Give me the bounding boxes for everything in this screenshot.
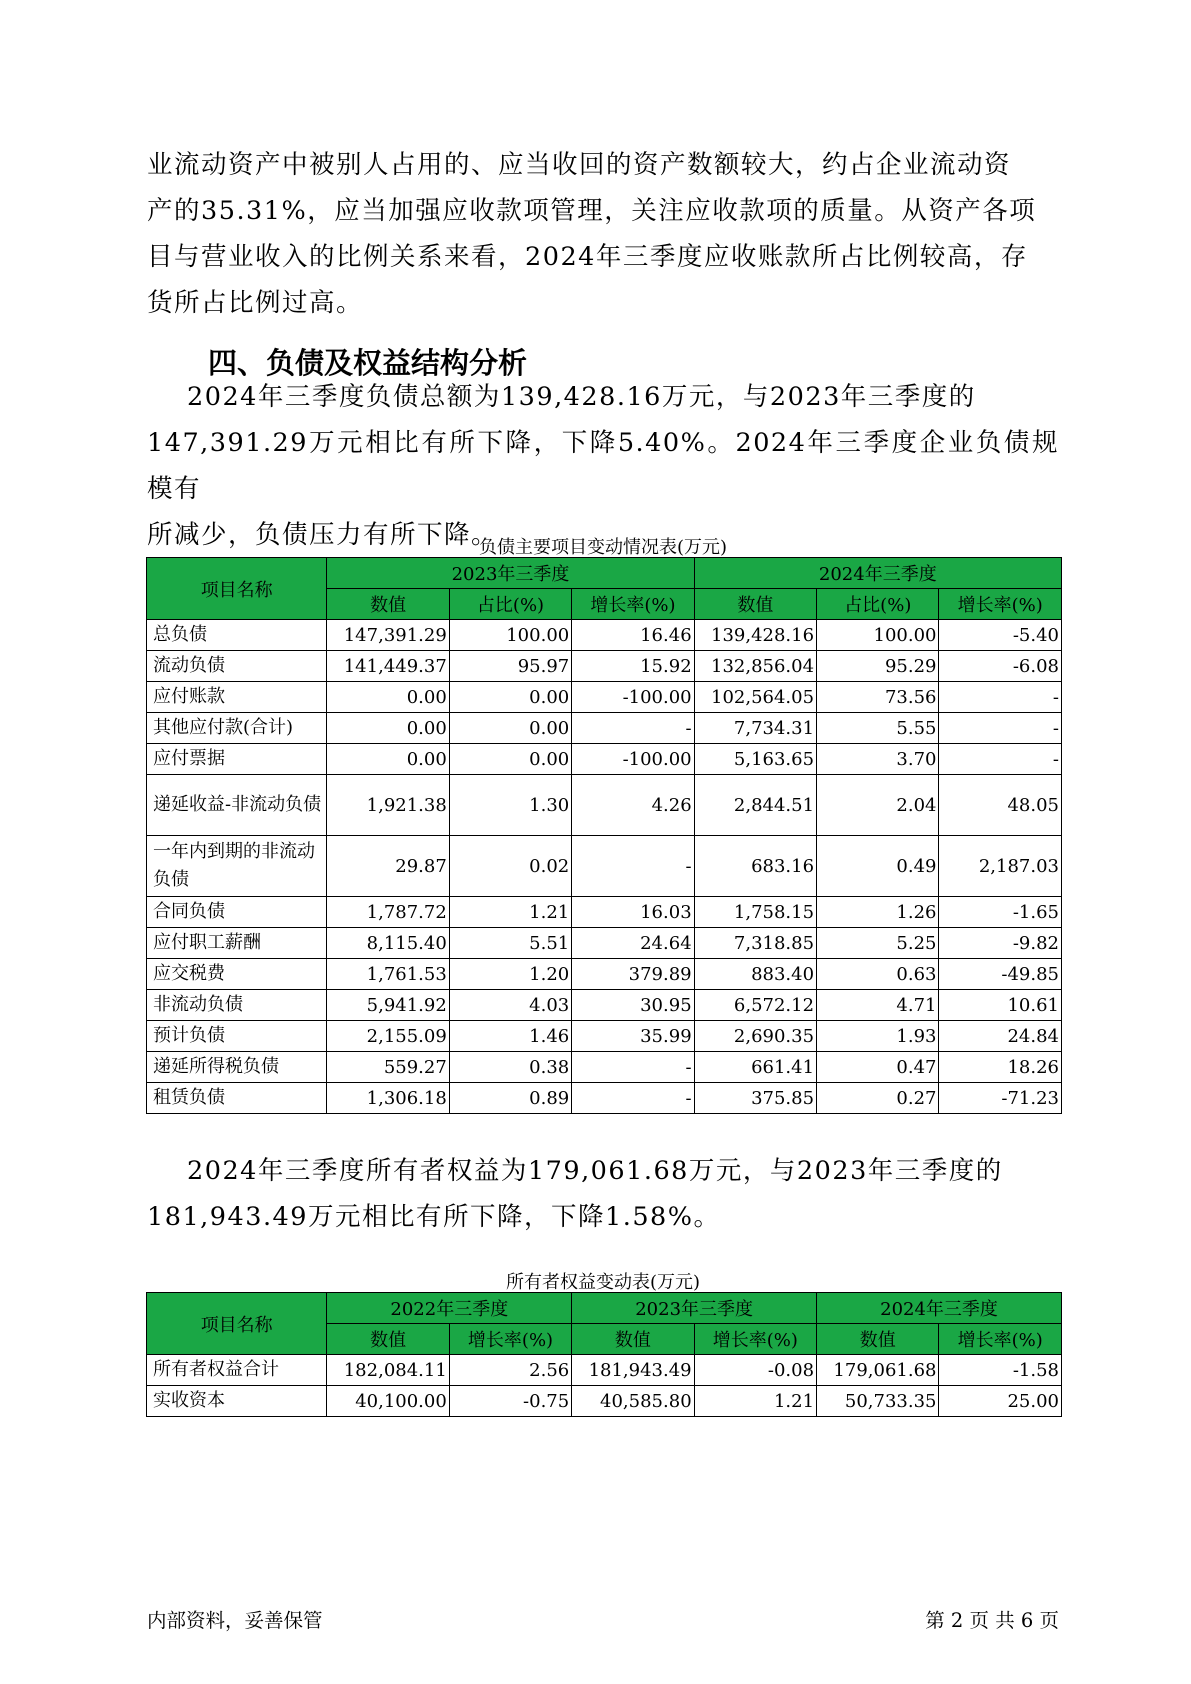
- table-cell: 139,428.16: [694, 620, 816, 651]
- paragraph-equity-summary: [147, 1148, 1059, 1240]
- table-cell: -: [939, 682, 1062, 713]
- table-cell: 1.20: [449, 959, 571, 990]
- table-cell: 24.84: [939, 1021, 1062, 1052]
- table-row: [147, 1355, 1062, 1386]
- table-row: [147, 928, 1062, 959]
- table-cell: 1.30: [449, 775, 571, 836]
- table-cell: 7,734.31: [694, 713, 816, 744]
- text-line: 货所占比例过高。: [147, 288, 364, 318]
- table-cell: 100.00: [449, 620, 571, 651]
- header-period: 2022年三季度: [327, 1293, 572, 1324]
- table-cell: 2.04: [817, 775, 939, 836]
- table-cell: 4.26: [572, 775, 694, 836]
- subheader: 增长率(%): [449, 1324, 571, 1355]
- table-cell: 4.03: [449, 990, 571, 1021]
- table-cell: 0.00: [449, 713, 571, 744]
- table-cell: 1.21: [694, 1386, 816, 1417]
- subheader: 数值: [327, 589, 449, 620]
- table-cell: 95.29: [817, 651, 939, 682]
- table-cell: -71.23: [939, 1083, 1062, 1114]
- subheader: 数值: [817, 1324, 939, 1355]
- text-line: 2024年三季度负债总额为139,428.16万元，与2023年三季度的: [187, 382, 976, 412]
- table-row: [147, 651, 1062, 682]
- paragraph-asset-summary: [147, 142, 1059, 326]
- header-period: 2024年三季度: [694, 558, 1061, 589]
- subheader: 数值: [694, 589, 816, 620]
- table-cell: 40,100.00: [327, 1386, 449, 1417]
- table-cell: 7,318.85: [694, 928, 816, 959]
- liability-table-caption: 负债主要项目变动情况表(万元): [478, 537, 728, 558]
- table-row: [147, 1083, 1062, 1114]
- table-cell: 1.93: [817, 1021, 939, 1052]
- table-cell: 0.00: [327, 713, 449, 744]
- table-cell: 8,115.40: [327, 928, 449, 959]
- table-cell: 5.25: [817, 928, 939, 959]
- text-line: 业流动资产中被别人占用的、应当收回的资产数额较大，约占企业流动资: [147, 150, 1012, 180]
- table-cell: -: [572, 1052, 694, 1083]
- text-line: 产的35.31%，应当加强应收款项管理，关注应收款项的质量。从资产各项: [147, 196, 1037, 226]
- table-cell: 559.27: [327, 1052, 449, 1083]
- table-cell: -: [939, 744, 1062, 775]
- table-row: [147, 744, 1062, 775]
- table-cell: 2.56: [449, 1355, 571, 1386]
- table-cell: 5,163.65: [694, 744, 816, 775]
- table-cell: 5.51: [449, 928, 571, 959]
- table-cell: 0.38: [449, 1052, 571, 1083]
- table-cell: 1,761.53: [327, 959, 449, 990]
- subheader: 数值: [572, 1324, 694, 1355]
- equity-table: [146, 1292, 1062, 1417]
- table-cell: -5.40: [939, 620, 1062, 651]
- table-cell: 48.05: [939, 775, 1062, 836]
- table-cell: 661.41: [694, 1052, 816, 1083]
- subheader: 增长率(%): [572, 589, 694, 620]
- table-cell: 0.00: [449, 744, 571, 775]
- table-cell: 147,391.29: [327, 620, 449, 651]
- table-cell: 16.03: [572, 897, 694, 928]
- table-cell: 141,449.37: [327, 651, 449, 682]
- liability-table: [146, 557, 1062, 1114]
- row-label: 所有者权益合计: [147, 1355, 327, 1386]
- header-item-name: 项目名称: [147, 1293, 327, 1355]
- row-label: 一年内到期的非流动负债: [147, 836, 327, 897]
- footer-page-number: 第 2 页 共 6 页: [925, 1609, 1059, 1632]
- table-cell: 95.97: [449, 651, 571, 682]
- table-cell: -0.75: [449, 1386, 571, 1417]
- row-label: 实收资本: [147, 1386, 327, 1417]
- table-cell: 6,572.12: [694, 990, 816, 1021]
- text-line: 2024年三季度所有者权益为179,061.68万元，与2023年三季度的: [187, 1156, 1003, 1186]
- table-cell: 2,690.35: [694, 1021, 816, 1052]
- table-cell: 375.85: [694, 1083, 816, 1114]
- table-cell: 0.00: [449, 682, 571, 713]
- table-row: [147, 1386, 1062, 1417]
- table-cell: -49.85: [939, 959, 1062, 990]
- table-cell: -1.58: [939, 1355, 1062, 1386]
- table-row: [147, 836, 1062, 897]
- table-cell: 10.61: [939, 990, 1062, 1021]
- row-label: 预计负债: [147, 1021, 327, 1052]
- table-cell: 1.46: [449, 1021, 571, 1052]
- table-cell: 5.55: [817, 713, 939, 744]
- table-cell: 2,844.51: [694, 775, 816, 836]
- row-label: 递延收益-非流动负债: [147, 775, 327, 836]
- table-row: [147, 775, 1062, 836]
- table-cell: 3.70: [817, 744, 939, 775]
- table-cell: 25.00: [939, 1386, 1062, 1417]
- table-cell: 1.21: [449, 897, 571, 928]
- footer-confidential-note: 内部资料，妥善保管: [147, 1609, 323, 1632]
- table-row: [147, 713, 1062, 744]
- section-heading: 四、负债及权益结构分析: [208, 346, 528, 380]
- text-line: 181,943.49万元相比有所下降，下降1.58%。: [147, 1202, 721, 1232]
- table-row: [147, 620, 1062, 651]
- table-cell: 182,084.11: [327, 1355, 449, 1386]
- row-label: 应交税费: [147, 959, 327, 990]
- table-cell: -100.00: [572, 682, 694, 713]
- table-cell: 50,733.35: [817, 1386, 939, 1417]
- table-cell: 0.63: [817, 959, 939, 990]
- table-cell: -: [572, 836, 694, 897]
- table-row: [147, 897, 1062, 928]
- table-cell: 18.26: [939, 1052, 1062, 1083]
- subheader: 占比(%): [817, 589, 939, 620]
- subheader: 增长率(%): [694, 1324, 816, 1355]
- table-cell: 181,943.49: [572, 1355, 694, 1386]
- table-row: [147, 990, 1062, 1021]
- table-cell: 4.71: [817, 990, 939, 1021]
- table-cell: 0.00: [327, 744, 449, 775]
- table-cell: -: [939, 713, 1062, 744]
- table-cell: 2,155.09: [327, 1021, 449, 1052]
- table-cell: 0.02: [449, 836, 571, 897]
- table-cell: 132,856.04: [694, 651, 816, 682]
- subheader: 增长率(%): [939, 1324, 1062, 1355]
- row-label: 流动负债: [147, 651, 327, 682]
- text-line: 目与营业收入的比例关系来看，2024年三季度应收账款所占比例较高，存: [147, 242, 1028, 272]
- table-cell: 102,564.05: [694, 682, 816, 713]
- text-line: 所减少，负债压力有所下降。: [147, 520, 499, 550]
- table-cell: 1.26: [817, 897, 939, 928]
- table-cell: -6.08: [939, 651, 1062, 682]
- row-label: 递延所得税负债: [147, 1052, 327, 1083]
- table-cell: 5,941.92: [327, 990, 449, 1021]
- table-cell: 179,061.68: [817, 1355, 939, 1386]
- table-cell: 0.49: [817, 836, 939, 897]
- table-cell: 73.56: [817, 682, 939, 713]
- subheader: 增长率(%): [939, 589, 1062, 620]
- row-label: 非流动负债: [147, 990, 327, 1021]
- table-cell: -100.00: [572, 744, 694, 775]
- table-cell: 2,187.03: [939, 836, 1062, 897]
- table-cell: -1.65: [939, 897, 1062, 928]
- equity-table-caption: 所有者权益变动表(万元): [505, 1272, 701, 1293]
- table-cell: 683.16: [694, 836, 816, 897]
- header-item-name: 项目名称: [147, 558, 327, 620]
- table-cell: 30.95: [572, 990, 694, 1021]
- table-row: [147, 959, 1062, 990]
- header-period: 2023年三季度: [572, 1293, 817, 1324]
- table-cell: 1,787.72: [327, 897, 449, 928]
- row-label: 应付票据: [147, 744, 327, 775]
- row-label: 总负债: [147, 620, 327, 651]
- table-cell: 35.99: [572, 1021, 694, 1052]
- table-cell: -9.82: [939, 928, 1062, 959]
- row-label: 应付职工薪酬: [147, 928, 327, 959]
- text-line: 147,391.29万元相比有所下降，下降5.40%。2024年三季度企业负债规模有: [147, 428, 1059, 504]
- table-cell: 0.89: [449, 1083, 571, 1114]
- paragraph-liability-summary: [147, 374, 1059, 558]
- row-label: 应付账款: [147, 682, 327, 713]
- table-cell: 0.27: [817, 1083, 939, 1114]
- table-cell: 379.89: [572, 959, 694, 990]
- table-row: [147, 1052, 1062, 1083]
- table-cell: 0.47: [817, 1052, 939, 1083]
- row-label: 合同负债: [147, 897, 327, 928]
- subheader: 数值: [327, 1324, 449, 1355]
- row-label: 其他应付款(合计): [147, 713, 327, 744]
- table-cell: 1,921.38: [327, 775, 449, 836]
- header-period: 2023年三季度: [327, 558, 694, 589]
- table-cell: -: [572, 713, 694, 744]
- table-cell: 29.87: [327, 836, 449, 897]
- subheader: 占比(%): [449, 589, 571, 620]
- table-cell: 16.46: [572, 620, 694, 651]
- table-cell: 40,585.80: [572, 1386, 694, 1417]
- table-cell: 100.00: [817, 620, 939, 651]
- table-row: [147, 682, 1062, 713]
- table-cell: 0.00: [327, 682, 449, 713]
- table-cell: 24.64: [572, 928, 694, 959]
- table-cell: 1,306.18: [327, 1083, 449, 1114]
- table-cell: 15.92: [572, 651, 694, 682]
- table-cell: 883.40: [694, 959, 816, 990]
- header-period: 2024年三季度: [817, 1293, 1062, 1324]
- table-cell: -: [572, 1083, 694, 1114]
- table-row: [147, 1021, 1062, 1052]
- row-label: 租赁负债: [147, 1083, 327, 1114]
- table-cell: 1,758.15: [694, 897, 816, 928]
- table-cell: -0.08: [694, 1355, 816, 1386]
